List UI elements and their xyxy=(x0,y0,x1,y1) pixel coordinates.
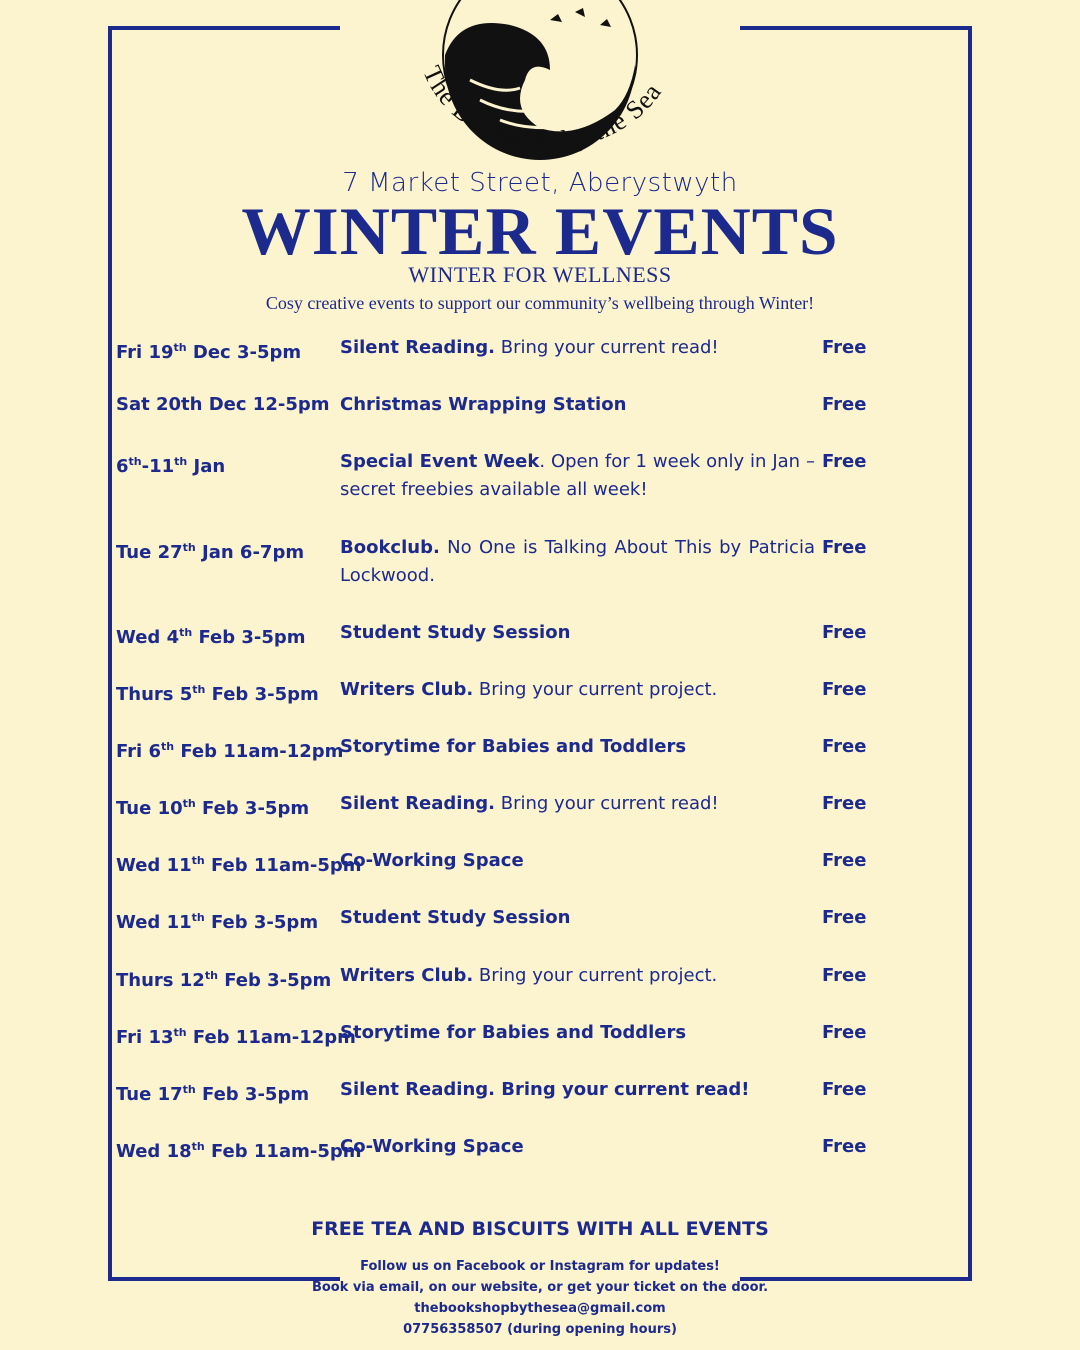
date-text: Feb 3-5pm xyxy=(217,970,332,991)
date-ordinal-suffix: th xyxy=(182,797,196,810)
event-name: Silent Reading. xyxy=(340,337,496,358)
date-text: Feb 3-5pm xyxy=(192,627,306,648)
subtitle: WINTER FOR WELLNESS xyxy=(408,262,672,287)
event-row xyxy=(0,1133,1080,1193)
date-ordinal-suffix: th xyxy=(174,455,188,468)
event-detail: Bring your current read! xyxy=(495,337,719,358)
date-text: Tue 17 xyxy=(116,1084,183,1105)
event-name: Special Event Week xyxy=(340,451,540,472)
date-ordinal-suffix: th xyxy=(191,1140,205,1153)
event-detail: . Open for 1 week only in Jan – secret freebies available all week! xyxy=(340,451,815,500)
footer-booking-text: Book via email, on our website, or get your ticket on the door. xyxy=(311,1280,769,1295)
bookshop-logo xyxy=(400,0,690,170)
date-text: Tue 27 xyxy=(116,542,183,563)
event-date xyxy=(116,962,341,995)
event-date xyxy=(116,733,344,766)
event-name: Writers Club. xyxy=(340,679,474,700)
event-row xyxy=(0,391,1080,451)
event-detail: No One is Talking About This by Patricia Lockwood. xyxy=(340,537,815,586)
event-price: Free xyxy=(822,793,867,814)
date-text: Fri 6 xyxy=(116,741,161,762)
date-text: Dec 3-5pm xyxy=(186,342,302,363)
date-text: Feb 3-5pm xyxy=(195,798,310,819)
event-date xyxy=(116,904,341,937)
date-ordinal-suffix: th xyxy=(179,626,193,639)
event-price: Free xyxy=(822,850,867,871)
event-description xyxy=(340,962,815,990)
event-row xyxy=(0,1076,1080,1136)
date-text: Feb 11am-12pm xyxy=(186,1027,356,1048)
date-text: Sat 20th Dec 12-5pm xyxy=(116,394,330,415)
date-text: Wed 11 xyxy=(116,912,192,933)
event-date xyxy=(116,1019,356,1052)
logo-text: The Bookshop by the Sea xyxy=(417,61,668,155)
event-date xyxy=(116,676,341,709)
date-text: Wed 18 xyxy=(116,1141,192,1162)
event-date xyxy=(116,1133,362,1166)
event-description xyxy=(340,619,815,647)
tagline: Cosy creative events to support our community’s wellbeing through Winter! xyxy=(265,293,815,313)
date-text: Fri 19 xyxy=(116,342,174,363)
date-text: 6 xyxy=(116,456,129,477)
date-ordinal-suffix: th xyxy=(128,455,142,468)
event-detail: Bring your current project. xyxy=(473,965,718,986)
event-date xyxy=(116,534,341,567)
event-name: Student Study Session xyxy=(340,907,571,928)
address: 7 Market Street, Aberystwyth xyxy=(342,168,738,198)
date-ordinal-suffix: th xyxy=(182,1083,196,1096)
date-ordinal-suffix: th xyxy=(191,854,205,867)
event-price: Free xyxy=(822,965,867,986)
event-date xyxy=(116,391,341,419)
event-detail: Bring your current project. xyxy=(473,679,718,700)
frame-border-top-left xyxy=(108,26,340,30)
event-description xyxy=(340,790,815,818)
event-description xyxy=(340,448,815,504)
event-name: Bookclub. xyxy=(340,537,440,558)
date-text: Jan xyxy=(187,456,226,477)
event-row xyxy=(0,334,1080,394)
event-date xyxy=(116,1076,341,1109)
event-name: Writers Club. xyxy=(340,965,474,986)
page-title: WINTER EVENTS xyxy=(241,193,839,269)
free-tea-banner: FREE TEA AND BISCUITS WITH ALL EVENTS xyxy=(311,1218,769,1240)
date-text: Thurs 12 xyxy=(116,970,205,991)
event-row xyxy=(0,448,1080,508)
footer-email[interactable]: thebookshopbythesea@gmail.com xyxy=(414,1301,666,1316)
date-ordinal-suffix: th xyxy=(173,341,187,354)
event-description xyxy=(340,1076,815,1104)
event-detail: Bring your current read! xyxy=(495,793,719,814)
date-ordinal-suffix: th xyxy=(182,541,196,554)
event-description xyxy=(340,334,815,362)
event-date xyxy=(116,448,341,481)
event-price: Free xyxy=(822,537,867,558)
event-row xyxy=(0,534,1080,594)
event-price: Free xyxy=(822,1022,867,1043)
event-description xyxy=(340,733,815,761)
event-row xyxy=(0,790,1080,850)
event-name: Storytime for Babies and Toddlers xyxy=(340,736,687,757)
event-price: Free xyxy=(822,1079,867,1100)
event-date xyxy=(116,619,341,652)
event-row xyxy=(0,676,1080,736)
date-ordinal-suffix: th xyxy=(204,969,218,982)
date-text: Feb 3-5pm xyxy=(205,684,319,705)
event-row xyxy=(0,733,1080,793)
event-name: Co-Working Space xyxy=(340,1136,524,1157)
event-name: Silent Reading. Bring your current read! xyxy=(340,1079,750,1100)
event-row xyxy=(0,904,1080,964)
footer-phone: 07756358507 (during opening hours) xyxy=(403,1322,677,1337)
date-text: Feb 11am-5pm xyxy=(204,1141,362,1162)
event-name: Silent Reading. xyxy=(340,793,496,814)
event-row xyxy=(0,619,1080,679)
event-description xyxy=(340,391,815,419)
event-row xyxy=(0,1019,1080,1079)
footer-follow-text: Follow us on Facebook or Instagram for updates! xyxy=(360,1259,720,1274)
event-description xyxy=(340,1019,815,1047)
date-text: Feb 3-5pm xyxy=(195,1084,310,1105)
event-date xyxy=(116,334,341,367)
event-price: Free xyxy=(822,337,867,358)
event-price: Free xyxy=(822,736,867,757)
date-text: Feb 11am-12pm xyxy=(174,741,344,762)
event-description xyxy=(340,847,815,875)
event-description xyxy=(340,676,815,704)
event-name: Christmas Wrapping Station xyxy=(340,394,627,415)
event-date xyxy=(116,847,362,880)
date-text: Feb 11am-5pm xyxy=(204,855,362,876)
event-name: Co-Working Space xyxy=(340,850,524,871)
event-name: Storytime for Babies and Toddlers xyxy=(340,1022,687,1043)
frame-border-top-right xyxy=(740,26,972,30)
date-text: Wed 11 xyxy=(116,855,192,876)
event-date xyxy=(116,790,341,823)
event-row xyxy=(0,962,1080,1022)
event-price: Free xyxy=(822,1136,867,1157)
event-price: Free xyxy=(822,451,867,472)
date-ordinal-suffix: th xyxy=(160,740,175,753)
date-text: Jan 6-7pm xyxy=(195,542,305,563)
date-text: -11 xyxy=(141,456,175,477)
event-price: Free xyxy=(822,394,867,415)
date-text: Fri 13 xyxy=(116,1027,174,1048)
event-name: Student Study Session xyxy=(340,622,571,643)
event-description xyxy=(340,1133,815,1161)
event-description xyxy=(340,904,815,932)
event-price: Free xyxy=(822,679,867,700)
event-price: Free xyxy=(822,622,867,643)
date-text: Feb 3-5pm xyxy=(204,912,319,933)
date-ordinal-suffix: th xyxy=(173,1026,187,1039)
event-row xyxy=(0,847,1080,907)
date-text: Thurs 5 xyxy=(116,684,193,705)
event-price: Free xyxy=(822,907,867,928)
date-ordinal-suffix: th xyxy=(192,683,206,696)
date-ordinal-suffix: th xyxy=(191,911,205,924)
date-text: Tue 10 xyxy=(116,798,183,819)
date-text: Wed 4 xyxy=(116,627,180,648)
event-description xyxy=(340,534,815,590)
